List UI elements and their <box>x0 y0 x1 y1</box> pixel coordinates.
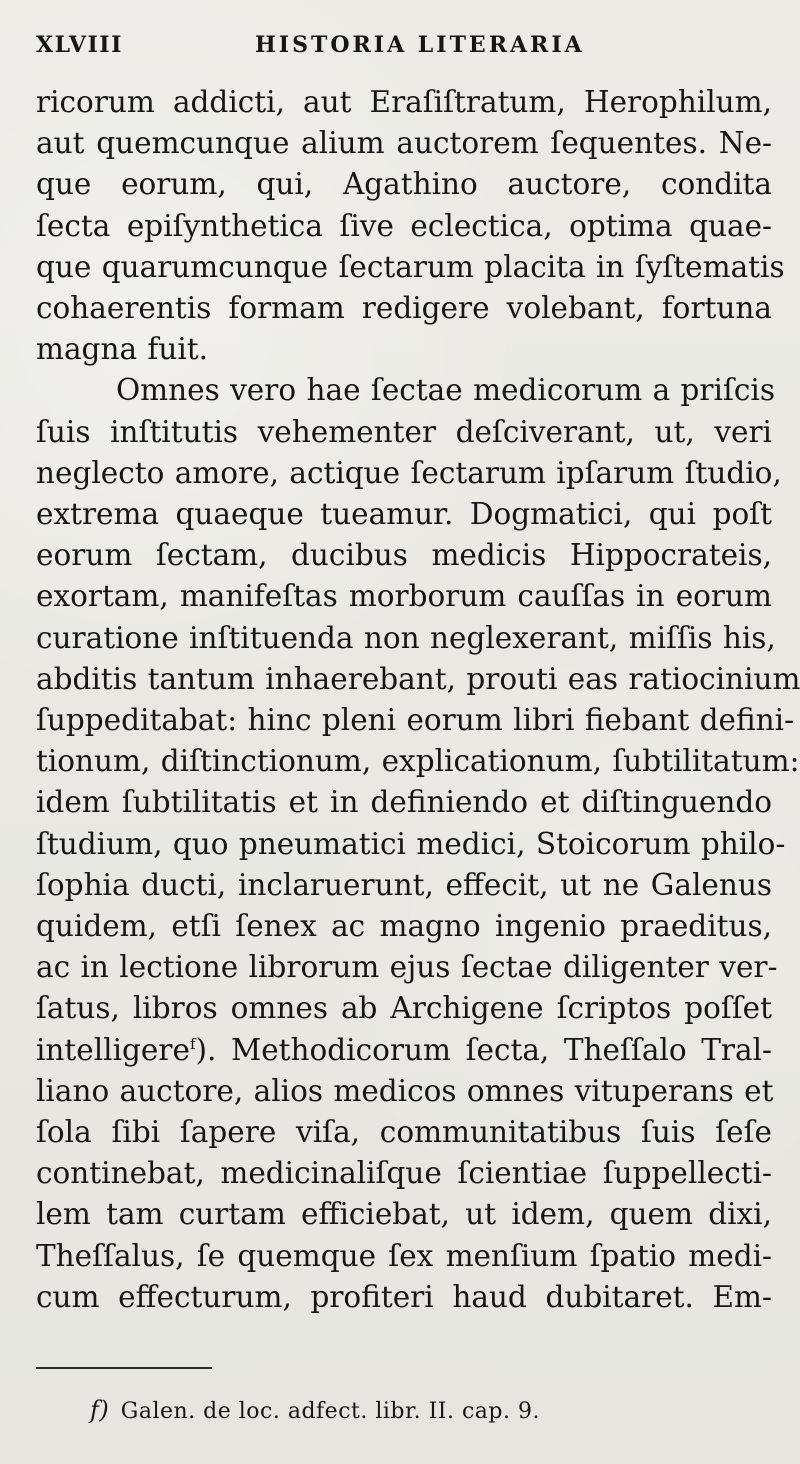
text-line: abditis tantum inhaerebant, prouti eas ratiocinium <box>36 661 800 696</box>
text-line: ſuppeditabat: hinc pleni eorum libri fiebant defini- <box>36 703 795 738</box>
text-line: tionum, diſtinctionum, explicationum, ſubtilitatum: <box>36 744 800 779</box>
text-line: ſatus, libros omnes ab Archigene ſcriptos poſſet <box>36 991 772 1026</box>
footnote-divider <box>36 1367 212 1369</box>
text-line: extrema quaeque tueamur. Dogmatici, qui poſt <box>36 497 772 532</box>
text-line: continebat, medicinaliſque ſcientiae ſuppellecti- <box>36 1156 772 1191</box>
text-line: exortam, manifeſtas morborum cauſſas in eorum <box>36 579 772 614</box>
text-fragment: intelligere <box>36 1032 190 1067</box>
page-header <box>36 28 772 70</box>
text-line: magna fuit. <box>36 332 208 367</box>
text-line: cum effecturum, profiteri haud dubitaret. Em- <box>36 1279 772 1314</box>
text-line: ſecta epiſynthetica ſive eclectica, optima quae- <box>36 208 772 243</box>
text-line: liano auctore, alios medicos omnes vituperans et <box>36 1073 774 1108</box>
footnote <box>90 1396 540 1424</box>
text-line: cohaerentis formam redigere volebant, fortuna <box>36 291 772 326</box>
text-line: lem tam curtam efficiebat, ut idem, quem dixi, <box>36 1197 772 1232</box>
text-line: ſuis inſtitutis vehementer deſciverant, ut, veri <box>36 414 772 449</box>
text-line: ſophia ducti, inclaruerunt, effecit, ut ne Galenus <box>36 867 772 902</box>
footnote-text: Galen. de loc. adfect. libr. II. cap. 9. <box>120 1399 540 1424</box>
text-fragment: ). <box>195 1032 217 1067</box>
running-head: HISTORIA LITERARIA <box>255 32 585 58</box>
text-line: quidem, etſi ſenex ac magno ingenio praeditus, <box>36 909 772 944</box>
text-line: aut quemcunque alium auctorem ſequentes. Ne- <box>36 126 772 161</box>
main-text <box>36 82 800 1318</box>
text-line: que eorum, qui, Agathino auctore, condita <box>36 167 772 202</box>
text-line: idem ſubtilitatis et in definiendo et diſtinguendo <box>36 785 772 820</box>
text-line: ſtudium, quo pneumatici medici, Stoicorum philo- <box>36 826 786 861</box>
footnote-mark: f) <box>90 1396 110 1424</box>
text-line: ac in lectione librorum ejus ſectae diligenter ver- <box>36 950 778 985</box>
text-line <box>36 1030 772 1071</box>
text-fragment: Methodicorum ſecta, Theſſalo Tral- <box>231 1032 772 1067</box>
text-line: Omnes vero hae ſectae medicorum a priſcis <box>116 373 775 408</box>
footnote-ref: f <box>189 1034 196 1053</box>
text-line: curatione inſtituenda non neglexerant, miſſis his, <box>36 620 776 655</box>
text-line: que quarumcunque ſectarum placita in ſyſtematis <box>36 249 785 284</box>
page-number: XLVIII <box>36 32 123 58</box>
text-line: Theſſalus, ſe quemque ſex menſium ſpatio medi- <box>36 1238 772 1273</box>
text-line: ſola ſibi ſapere viſa, communitatibus ſuis ſeſe <box>36 1115 772 1150</box>
text-line: neglecto amore, actique ſectarum ipſarum ſtudio, <box>36 455 782 490</box>
text-line: ricorum addicti, aut Eraſiſtratum, Herophilum, <box>36 85 772 119</box>
text-line: eorum ſectam, ducibus medicis Hippocrateis, <box>36 538 772 573</box>
